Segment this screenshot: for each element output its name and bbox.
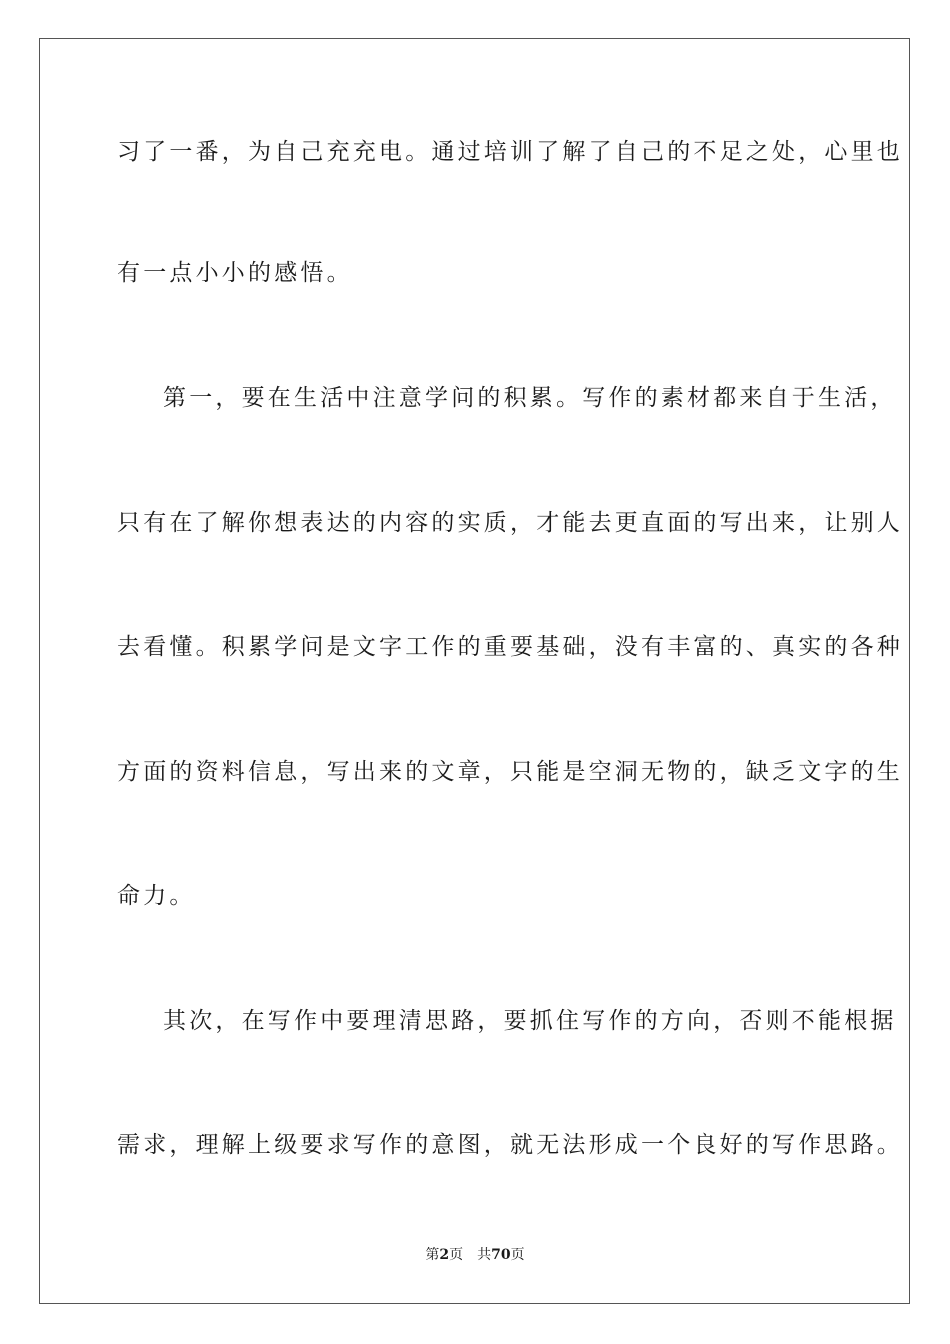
paragraph-line: 去看懂。积累学问是文字工作的重要基础，没有丰富的、真实的各种 bbox=[117, 634, 903, 660]
page-number: 2 bbox=[439, 1247, 450, 1263]
total-suffix: 页 bbox=[510, 1247, 525, 1263]
page-prefix: 第 bbox=[425, 1247, 440, 1263]
paragraph-line: 只有在了解你想表达的内容的实质，才能去更直面的写出来，让别人 bbox=[117, 510, 903, 536]
paragraph-line: 习了一番，为自己充充电。通过培训了解了自己的不足之处，心里也 bbox=[117, 139, 903, 165]
paragraph-line: 第一，要在生活中注意学问的积累。写作的素材都来自于生活， bbox=[163, 385, 897, 411]
total-prefix: 共 bbox=[477, 1247, 492, 1263]
paragraph-line: 需求，理解上级要求写作的意图，就无法形成一个良好的写作思路。 bbox=[117, 1132, 903, 1158]
page-footer bbox=[0, 1246, 950, 1264]
page-suffix: 页 bbox=[449, 1247, 464, 1263]
paragraph-line: 有一点小小的感悟。 bbox=[117, 260, 353, 286]
page-border bbox=[39, 38, 910, 1304]
paragraph-line: 方面的资料信息，写出来的文章，只能是空洞无物的，缺乏文字的生 bbox=[117, 759, 903, 785]
paragraph-line: 其次，在写作中要理清思路，要抓住写作的方向，否则不能根据 bbox=[163, 1008, 897, 1034]
paragraph-line: 命力。 bbox=[117, 883, 196, 909]
total-pages: 70 bbox=[491, 1247, 511, 1263]
